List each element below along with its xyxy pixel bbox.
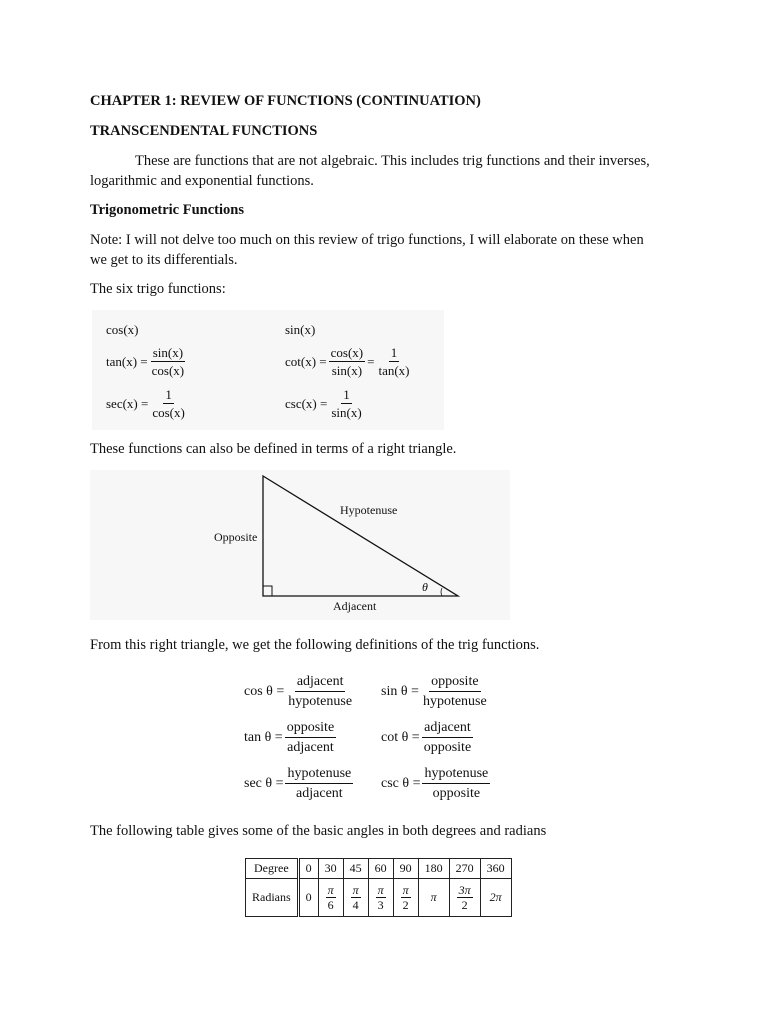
degree-cell: 180 bbox=[418, 859, 449, 879]
radian-den: 2 bbox=[461, 898, 468, 912]
definition-csc-lhs: csc θ = bbox=[381, 775, 421, 791]
formula-csc-lhs: csc(x) = bbox=[285, 395, 328, 411]
radians-row bbox=[246, 879, 512, 917]
definition-csc bbox=[381, 765, 492, 802]
definition-sin-num: opposite bbox=[429, 673, 480, 692]
right-triangle-intro: These functions can also be defined in terms of a right triangle. bbox=[90, 441, 457, 457]
label-theta: θ bbox=[422, 580, 428, 594]
chapter-heading: CHAPTER 1: REVIEW OF FUNCTIONS (CONTINUATION) bbox=[90, 93, 481, 109]
right-angle-marker bbox=[263, 586, 272, 596]
radian-den: 3 bbox=[377, 898, 384, 912]
definition-cos bbox=[244, 673, 356, 710]
definition-cot bbox=[381, 719, 475, 756]
degree-cell: 90 bbox=[393, 859, 418, 879]
formula-csc-den: sin(x) bbox=[331, 405, 362, 420]
formula-tan-den: cos(x) bbox=[151, 363, 185, 378]
radian-num: π bbox=[377, 883, 384, 897]
definition-sec-lhs: sec θ = bbox=[244, 775, 284, 791]
radian-cell bbox=[368, 879, 393, 917]
degree-cell: 60 bbox=[368, 859, 393, 879]
section-heading-trig: Trigonometric Functions bbox=[90, 202, 244, 218]
degree-cell: 270 bbox=[449, 859, 480, 879]
table-intro: The following table gives some of the basic angles in both degrees and radians bbox=[90, 823, 547, 839]
formula-cot bbox=[285, 345, 414, 378]
definition-tan-den: adjacent bbox=[287, 740, 334, 755]
formula-tan-lhs: tan(x) = bbox=[106, 353, 148, 369]
radian-num: π bbox=[327, 883, 334, 897]
formula-cot2-num: 1 bbox=[390, 345, 398, 360]
formula-tan bbox=[106, 345, 188, 378]
intro-paragraph-line1: These are functions that are not algebraic. This includes trig functions and their inverses, bbox=[135, 153, 650, 169]
definition-csc-den: opposite bbox=[432, 786, 481, 801]
formula-csc-num: 1 bbox=[343, 387, 350, 402]
radian-den: 6 bbox=[327, 898, 334, 912]
angle-table-container bbox=[245, 858, 512, 917]
definition-sec-den: adjacent bbox=[296, 786, 343, 801]
definition-sin bbox=[381, 673, 491, 710]
definition-tan bbox=[244, 719, 338, 756]
definition-tan-lhs: tan θ = bbox=[244, 729, 283, 745]
formula-cot-eq: = bbox=[367, 353, 375, 369]
radian-den: 4 bbox=[352, 898, 359, 912]
formula-cos: cos(x) bbox=[106, 322, 139, 337]
formula-cot-den: sin(x) bbox=[331, 363, 363, 378]
formula-sec-num: 1 bbox=[165, 387, 172, 402]
radian-cell bbox=[449, 879, 480, 917]
formula-sec-den: cos(x) bbox=[152, 405, 185, 420]
formula-csc bbox=[285, 387, 366, 420]
note-line2: we get to its differentials. bbox=[90, 252, 238, 268]
degree-cell: 360 bbox=[480, 859, 511, 879]
radian-num: 3π bbox=[458, 883, 471, 897]
degree-row-label: Degree bbox=[246, 859, 299, 879]
definition-csc-num: hypotenuse bbox=[422, 765, 490, 784]
formula-block bbox=[92, 310, 444, 430]
radian-cell: 0 bbox=[298, 879, 318, 917]
definition-cos-num: adjacent bbox=[295, 673, 346, 692]
formula-sec-lhs: sec(x) = bbox=[106, 395, 149, 411]
degree-row bbox=[246, 859, 512, 879]
triangle-figure bbox=[90, 470, 510, 620]
angle-arc bbox=[441, 588, 442, 596]
definition-cot-lhs: cot θ = bbox=[381, 729, 420, 745]
definition-sec bbox=[244, 765, 355, 802]
formula-cot-lhs: cot(x) = bbox=[285, 353, 327, 369]
radians-row-label: Radians bbox=[246, 879, 299, 917]
radian-cell bbox=[318, 879, 343, 917]
definition-cos-lhs: cos θ = bbox=[244, 683, 285, 699]
formula-cot-num: cos(x) bbox=[330, 345, 364, 360]
note-line1: Note: I will not delve too much on this review of trigo functions, I will elaborate on these when bbox=[90, 232, 644, 248]
six-functions-intro: The six trigo functions: bbox=[90, 281, 226, 297]
radian-den: 2 bbox=[402, 898, 409, 912]
definition-cot-num: adjacent bbox=[422, 719, 473, 738]
formula-sec bbox=[106, 387, 189, 420]
radian-cell bbox=[393, 879, 418, 917]
formula-tan-num: sin(x) bbox=[152, 345, 184, 360]
degree-cell: 45 bbox=[343, 859, 368, 879]
label-adjacent: Adjacent bbox=[333, 599, 377, 613]
triangle-diagram bbox=[90, 470, 510, 620]
formula-cot2-den: tan(x) bbox=[378, 363, 410, 378]
definition-tan-num: opposite bbox=[285, 719, 336, 738]
angle-table bbox=[245, 858, 512, 917]
radian-num: π bbox=[402, 883, 409, 897]
definition-sin-den: hypotenuse bbox=[422, 694, 487, 709]
radian-cell: 2π bbox=[480, 879, 511, 917]
definition-cot-den: opposite bbox=[423, 740, 472, 755]
definitions-intro: From this right triangle, we get the following definitions of the trig functions. bbox=[90, 637, 540, 653]
radian-num: π bbox=[352, 883, 359, 897]
label-opposite: Opposite bbox=[214, 530, 258, 544]
definition-sec-num: hypotenuse bbox=[285, 765, 353, 784]
formula-sin: sin(x) bbox=[285, 322, 316, 337]
definition-sin-lhs: sin θ = bbox=[381, 683, 419, 699]
label-hypotenuse: Hypotenuse bbox=[340, 503, 398, 517]
triangle-shape bbox=[263, 476, 458, 596]
intro-paragraph-line2: logarithmic and exponential functions. bbox=[90, 173, 314, 189]
section-heading-transcendental: TRANSCENDENTAL FUNCTIONS bbox=[90, 123, 318, 139]
degree-cell: 30 bbox=[318, 859, 343, 879]
radian-cell bbox=[343, 879, 368, 917]
radian-cell: π bbox=[418, 879, 449, 917]
degree-cell: 0 bbox=[298, 859, 318, 879]
definition-cos-den: hypotenuse bbox=[288, 694, 353, 709]
definitions-block bbox=[238, 670, 508, 810]
